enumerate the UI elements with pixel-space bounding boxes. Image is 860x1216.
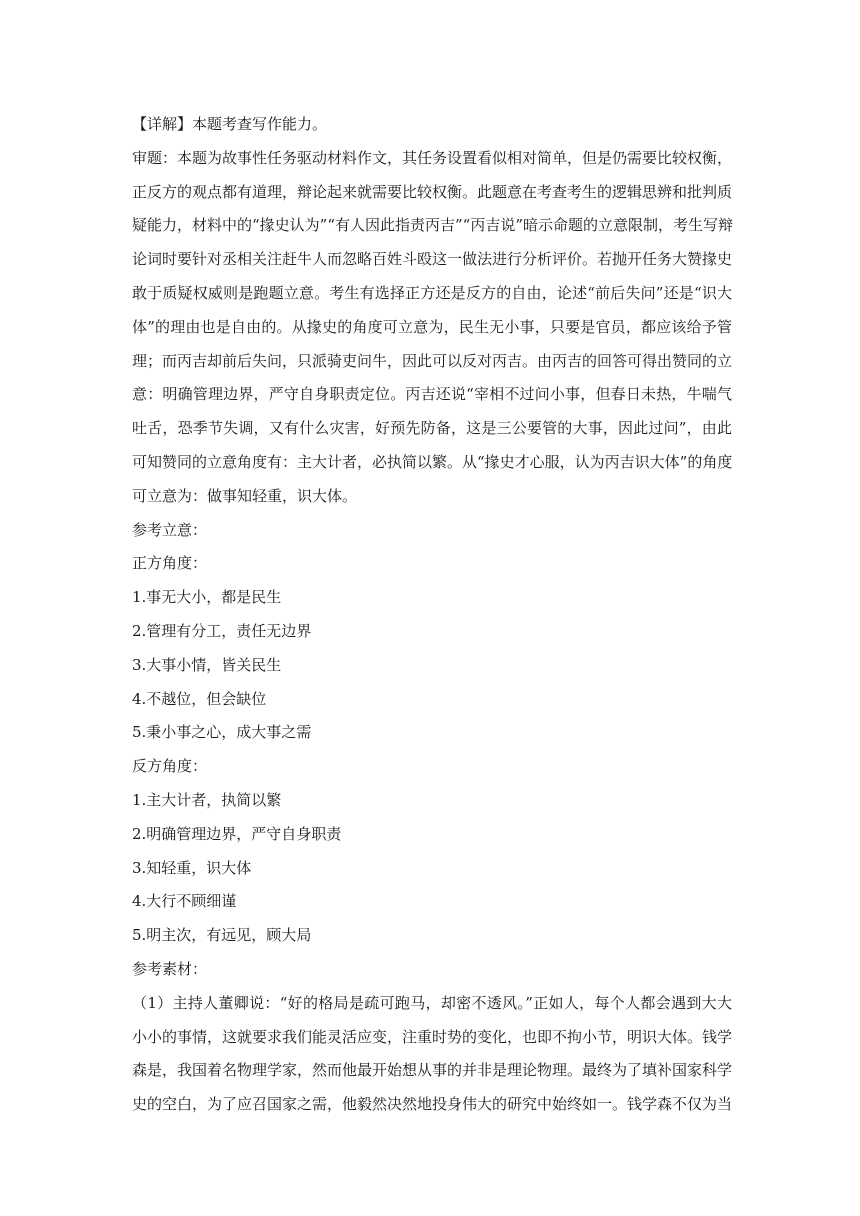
pro-side-title: 正方角度： bbox=[132, 554, 208, 573]
list-item: 1.主大计者，执简以繁 bbox=[132, 790, 282, 809]
pro-list bbox=[132, 581, 732, 750]
list-item: 3.大事小情，皆关民生 bbox=[132, 655, 282, 674]
list-item: 1.事无大小，都是民生 bbox=[132, 588, 282, 607]
con-side-title: 反方角度： bbox=[132, 757, 208, 776]
analysis-paragraph bbox=[132, 142, 732, 514]
list-item: 2.管理有分工，责任无边界 bbox=[132, 621, 312, 640]
detail-heading: 【详解】本题考查写作能力。 bbox=[132, 115, 328, 133]
analysis-line: 意：明确管理边界，严守自身职责定位。丙吉还说“宰相不过问小事，但春日未热，牛喘气 bbox=[132, 385, 732, 404]
material-line: 史的空白，为了应召国家之需，他毅然决然地投身伟大的研究中始终如一。钱学森不仅为当 bbox=[132, 1095, 733, 1114]
list-item: 5.秉小事之心，成大事之需 bbox=[132, 723, 312, 742]
analysis-line: 疑能力，材料中的“掾史认为”“有人因此指责丙吉”“丙吉说”暗示命题的立意限制，考生写辩 bbox=[132, 216, 734, 235]
list-item: 2.明确管理边界，严守自身职责 bbox=[132, 824, 342, 843]
analysis-line: 理；而丙吉却前后失问，只派骑吏问牛，因此可以反对丙吉。由丙吉的回答可得出赞同的立 bbox=[132, 351, 733, 370]
list-item: 3.知轻重，识大体 bbox=[132, 858, 252, 877]
analysis-line: 论词时要针对丞相关注赶牛人而忽略百姓斗殴这一做法进行分析评价。若抛开任务大赞掾史 bbox=[132, 250, 733, 269]
material-line: （1）主持人董卿说：“好的格局是疏可跑马，却密不透风。”正如人，每个人都会遇到大大 bbox=[132, 993, 732, 1012]
reference-material-title: 参考素材： bbox=[132, 959, 208, 978]
list-item: 5.明主次，有远见，顾大局 bbox=[132, 926, 312, 945]
analysis-line: 敢于质疑权威则是跑题立意。考生有选择正方还是反方的自由，论述“前后失问”还是“识大 bbox=[132, 283, 732, 302]
con-list bbox=[132, 784, 732, 953]
document-page bbox=[132, 108, 732, 1122]
analysis-line: 可立意为：做事知轻重，识大体。 bbox=[132, 486, 358, 505]
analysis-line: 吐舌，恐季节失调，又有什么灾害，好预先防备，这是三公要管的大事，因此过问”，由此 bbox=[132, 419, 732, 438]
analysis-line: 可知赞同的立意角度有：主大计者，必执简以繁。从“掾史才心服，认为丙吉识大体”的角度 bbox=[132, 452, 733, 471]
analysis-line: 审题：本题为故事性任务驱动材料作文，其任务设置看似相对简单，但是仍需要比较权衡， bbox=[132, 148, 733, 167]
material-line: 小小的事情，这就要求我们能灵活应变，注重时势的变化，也即不拘小节，明识大体。钱学 bbox=[132, 1027, 733, 1046]
material-paragraph bbox=[132, 987, 732, 1122]
analysis-line: 正反方的观点都有道理，辩论起来就需要比较权衡。此题意在考查考生的逻辑思辨和批判质 bbox=[132, 182, 733, 201]
analysis-line: 体”的理由也是自由的。从掾史的角度可立意为，民生无小事，只要是官员，都应该给予管 bbox=[132, 317, 732, 336]
material-line: 森是，我国着名物理学家，然而他最开始想从事的并非是理论物理。最终为了填补国家科学 bbox=[132, 1061, 733, 1080]
list-item: 4.大行不顾细谨 bbox=[132, 892, 237, 911]
reference-ideas-title: 参考立意： bbox=[132, 520, 208, 539]
list-item: 4.不越位，但会缺位 bbox=[132, 689, 267, 708]
